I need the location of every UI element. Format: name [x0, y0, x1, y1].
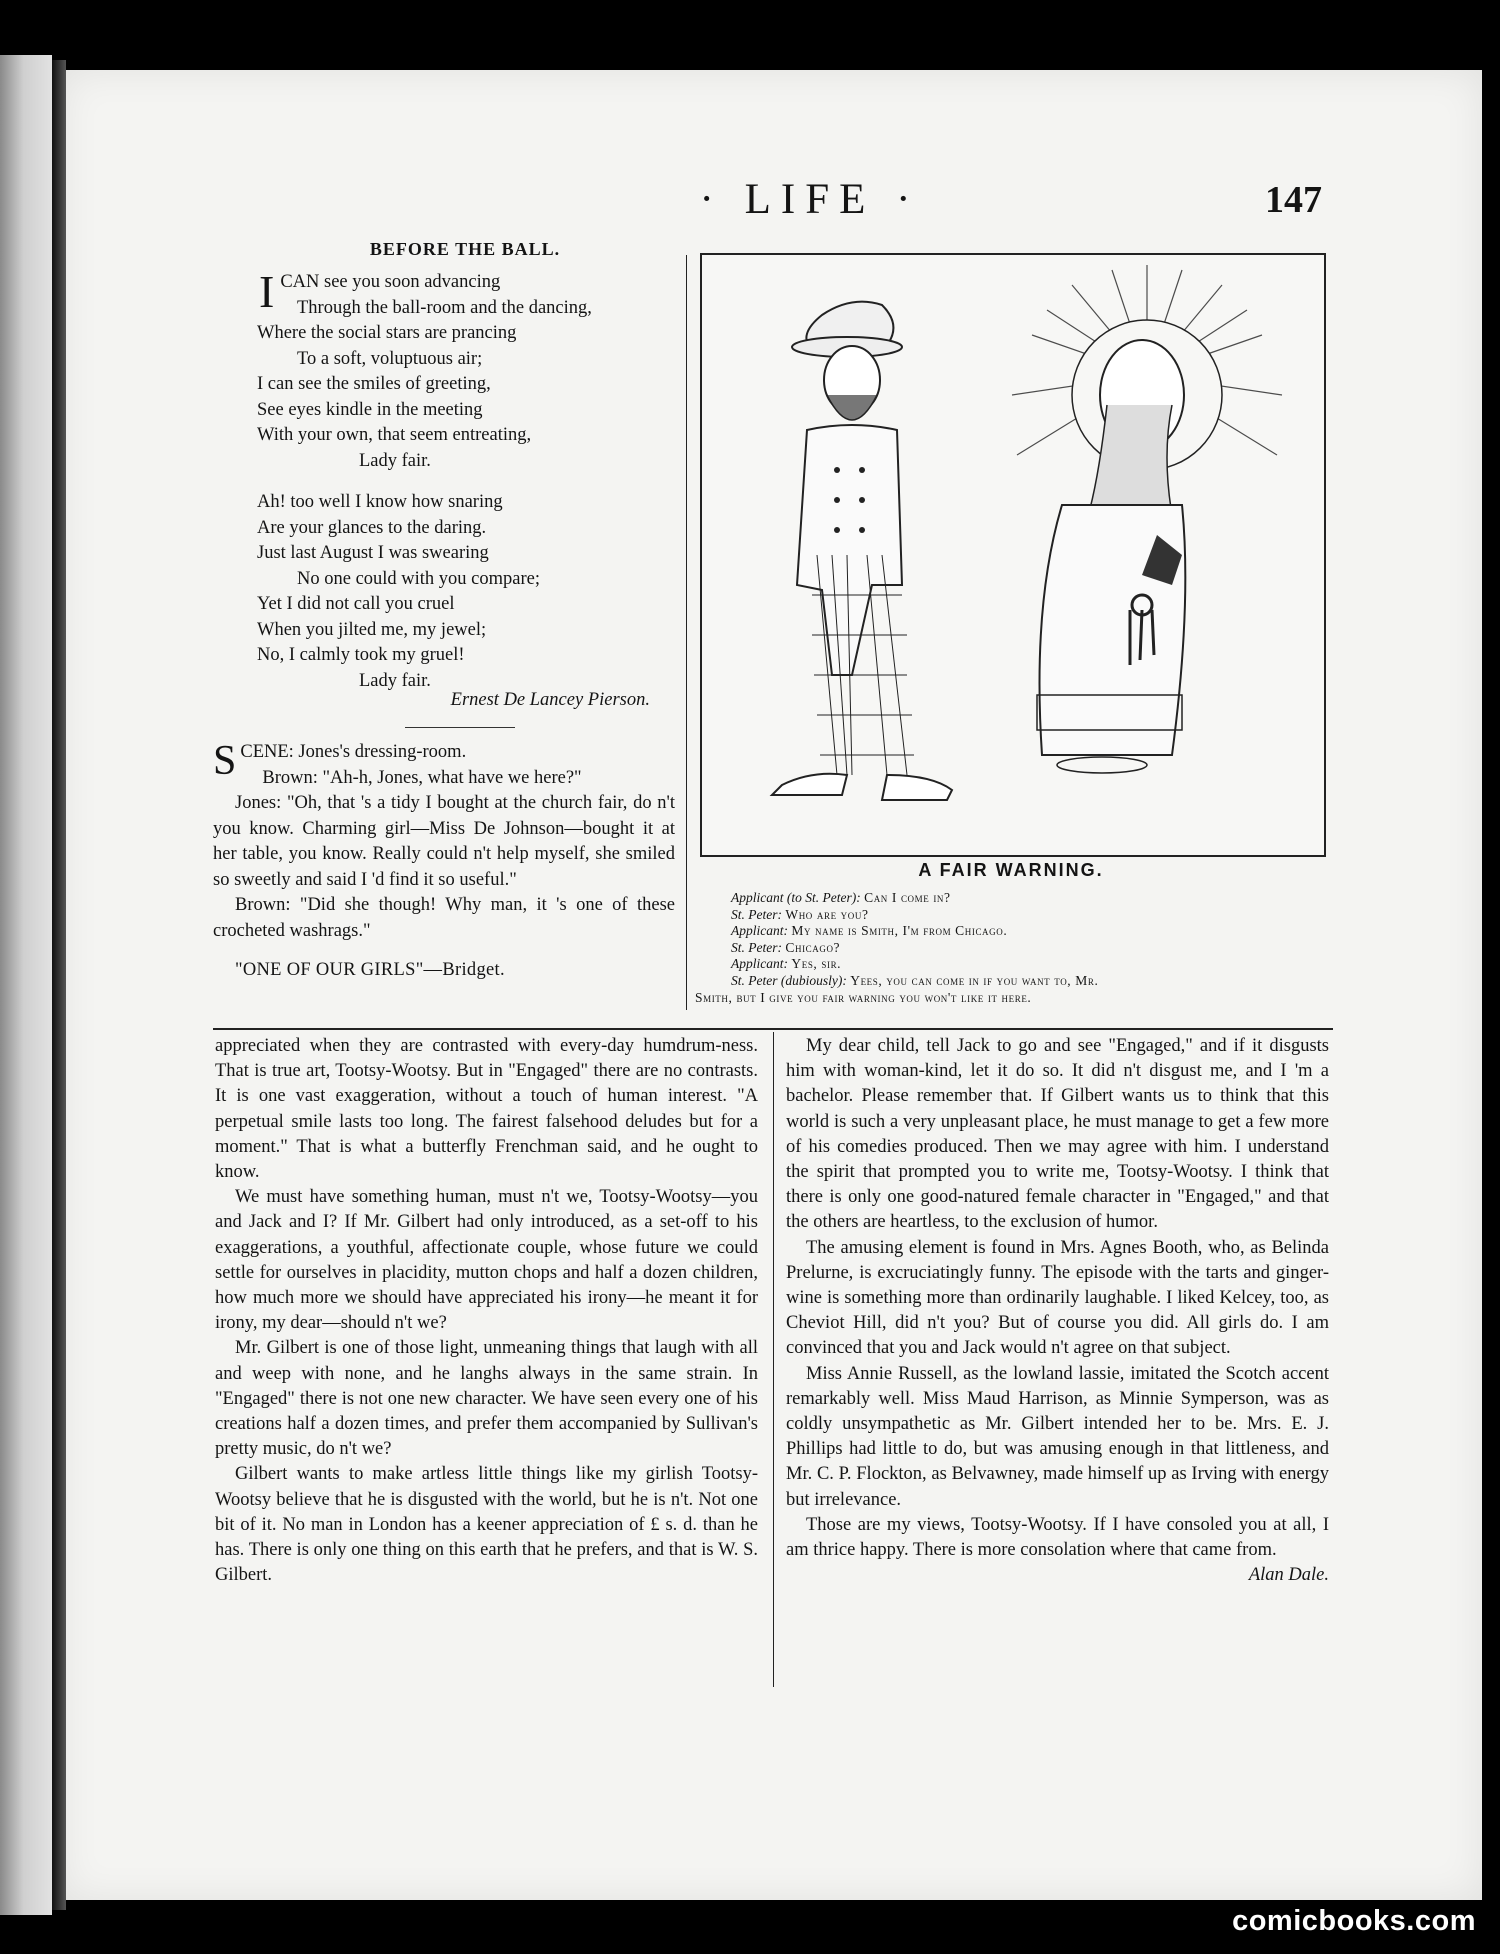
poem-dropcap: I	[259, 266, 275, 317]
dialogue-text: Can I come in?	[864, 890, 951, 905]
cartoon-dialogue	[695, 890, 1331, 1006]
watermark: comicbooks.com	[1232, 1905, 1476, 1937]
scene-paragraph: Jones: "Oh, that 's a tidy I bought at the church fair, do n't you know. Charming girl—Miss De Johnson—bought it at her table, you know. Really could n't help myself, she smiled so sweetly and said I 'd find it so useful."	[213, 793, 675, 890]
dialogue-speaker: St. Peter:	[731, 939, 782, 955]
article-paragraph: Miss Annie Russell, as the lowland lassie, imitated the Scotch accent remarkably well. Miss Maud Harrison, as Minnie Symperson, was as coldly unsympathetic as Mr. Gilbert intended her to be. Mrs. E. J. Phillips had little to do, but was amusing enough in that littleness, and Mr. C. P. Flockton, as Belvawney, made himself up as Irving with energy but irrelevance.	[786, 1363, 1329, 1510]
article-paragraph	[786, 1513, 1329, 1586]
poem-refrain: Lady fair.	[359, 670, 431, 691]
dialogue-speaker: Applicant:	[731, 956, 788, 972]
poem-line: Yet I did not call you cruel	[257, 594, 455, 614]
article-closing-text: Those are my views, Tootsy-Wootsy. If I have consoled you at all, I am thrice happy. There is more consolation where that came from.	[786, 1514, 1329, 1561]
scene-signature: "ONE OF OUR GIRLS"—Bridget.	[235, 960, 505, 980]
poem-line: When you jilted me, my jewel;	[257, 619, 487, 640]
poem-line: With your own, that seem entreating,	[257, 425, 532, 445]
dialogue-text: Yees, you can come in if you want to, Mr.	[850, 972, 1099, 988]
dialogue-line	[731, 890, 1331, 907]
poem-stanza-2	[257, 490, 677, 694]
article-paragraph: Mr. Gilbert is one of those light, unmeaning things that laugh with all and weep with none, and he langhs always in the same strain. In "Engaged" there is not one new character. We have seen every one of his creations half a dozen times, and prefer them accompanied by Sullivan's pretty music, do n't we?	[215, 1338, 758, 1460]
poem-line: CAN see you soon advancing	[280, 272, 501, 292]
scene-line: CENE: Jones's dressing-room.	[240, 742, 467, 762]
poem-line: No one could with you compare;	[297, 568, 541, 589]
column-rule	[686, 255, 687, 1010]
dialogue-line	[731, 923, 1331, 940]
poem-stanza-1	[257, 266, 677, 474]
dialogue-text: Who are you?	[785, 906, 869, 922]
poem-line: To a soft, voluptuous air;	[297, 348, 483, 369]
poem-line: Are your glances to the daring.	[257, 517, 487, 538]
scene-dropcap: S	[213, 738, 237, 784]
article-paragraph: The amusing element is found in Mrs. Agnes Booth, who, as Belinda Prelurne, is excruciatingly funny. The episode with the tarts and ginger-wine is something more than ordinarily laughable. I liked Kelcey, too, as Cheviot Hill, did n't you? But of course you did. All girls do. I am convinced that you and Jack would n't agree on that subject.	[786, 1237, 1329, 1359]
page-number: 147	[1265, 179, 1322, 221]
dialogue-text: Yes, sir.	[791, 956, 842, 972]
scene-paragraph: Brown: "Did she though! Why man, it 's one of these crocheted washrags."	[213, 895, 675, 941]
column-rule	[773, 1032, 774, 1687]
cartoon-illustration	[700, 253, 1326, 857]
poem-line: Through the ball-room and the dancing,	[297, 297, 592, 318]
article-paragraph: Gilbert wants to make artless little things like my girlish Tootsy-Wootsy believe that he is disgusted with the world, but he is n't. Not one bit of it. No man in London has a keener appreciation of £ s. d. than he has. There is only one thing on this earth that he prefers, and that is W. S. Gilbert.	[215, 1464, 758, 1586]
dialogue-text: Chicago?	[785, 939, 841, 955]
cartoon-title: A FAIR WARNING.	[918, 860, 1104, 880]
poem-author: Ernest De Lancey Pierson.	[450, 690, 650, 710]
dialogue-speaker: St. Peter (dubiously):	[731, 972, 847, 988]
dialogue-text: My name is Smith, I'm from Chicago.	[791, 923, 1008, 939]
article-paragraph: appreciated when they are contrasted with every-day humdrum-ness. That is true art, Tootsy-Wootsy. But in "Engaged" there are no contrasts. It is one vast exaggeration, without a touch of human interest. "A perpetual smile lasts too long. The fairest falsehood deludes but for a moment." That is what a butterfly Frenchman said, and he ought to know.	[215, 1036, 758, 1183]
article-paragraph: We must have something human, must n't we, Tootsy-Wootsy—you and Jack and I? If Mr. Gilbert had only introduced, as a set-off to his exaggerations, a youthful, affectionate couple, whose future we could settle for ourselves in placidity, mutton chops and half a dozen children, how much more we should have appreciated his irony—he meant it for irony, my dear—should n't we?	[215, 1187, 758, 1334]
scene-paragraph: Brown: "Ah-h, Jones, what have we here?"	[262, 767, 582, 788]
previous-page-edge	[0, 55, 52, 1915]
article-column-left	[215, 1034, 758, 1588]
cartoon-drawing	[702, 255, 1324, 855]
dialogue-speaker: Applicant:	[731, 923, 788, 939]
horizontal-rule	[213, 1028, 1333, 1030]
dialogue-line	[731, 973, 1331, 990]
dialogue-line	[731, 956, 1331, 973]
section-divider	[405, 727, 515, 728]
article-column-right	[786, 1034, 1329, 1588]
poem-line: See eyes kindle in the meeting	[257, 399, 483, 420]
poem-line: Where the social stars are prancing	[257, 323, 517, 343]
article-paragraph: My dear child, tell Jack to go and see "Engaged," and if it disgusts him with woman-kind, let it do so. It did n't disgust me, and I 'm a bachelor. Please remember that. If Gilbert wants us to think that this world is such a very unpleasant place, he must manage to get a few more of his comedies produced. Then we may agree with him. I understand the spirit that prompted you to write me, Tootsy-Wootsy. I think that there is only one good-natured female character in "Engaged," and that the others are heartless, to the exclusion of humor.	[786, 1036, 1329, 1233]
poem-line: Ah! too well I know how snaring	[257, 492, 503, 512]
masthead: · LIFE ·	[699, 176, 921, 223]
poem-line: No, I calmly took my gruel!	[257, 645, 465, 665]
poem-title: BEFORE THE BALL.	[369, 239, 561, 259]
binding-shadow	[52, 60, 66, 1910]
poem-line: I can see the smiles of greeting,	[257, 374, 491, 394]
poem-refrain: Lady fair.	[359, 450, 431, 471]
dialogue-line	[731, 907, 1331, 924]
scene-anecdote	[213, 740, 675, 984]
dialogue-line	[731, 940, 1331, 957]
dialogue-continuation: Smith, but I give you fair warning you won't like it here.	[695, 989, 1032, 1005]
poem-line: Just last August I was swearing	[257, 543, 489, 563]
dialogue-speaker: Applicant (to St. Peter):	[731, 890, 861, 905]
dialogue-speaker: St. Peter:	[731, 906, 782, 922]
article-author: Alan Dale.	[1248, 1565, 1329, 1586]
poem-body	[257, 266, 677, 710]
